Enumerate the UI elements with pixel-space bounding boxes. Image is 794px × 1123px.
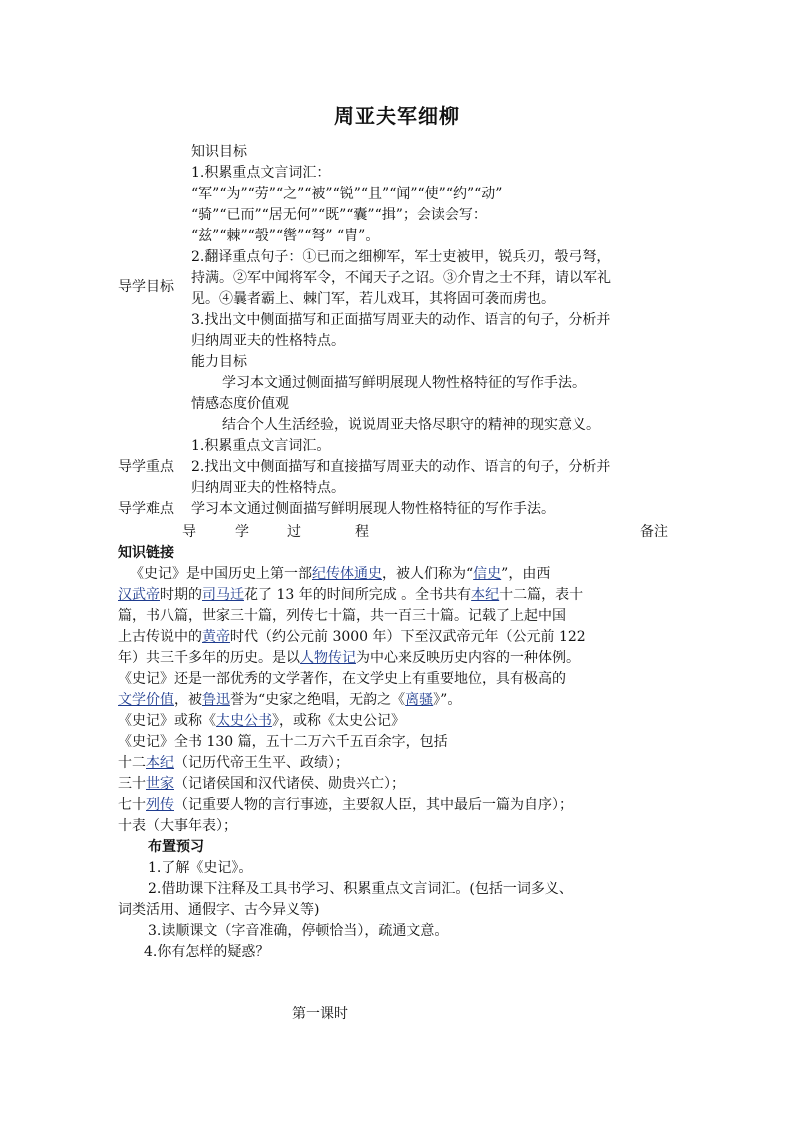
text-span: 十二篇，表十: [499, 587, 584, 603]
link-hanwudi[interactable]: 汉武帝: [118, 587, 160, 603]
text-span: ，被人们称为“: [382, 566, 474, 582]
link-shijia[interactable]: 世家: [146, 776, 174, 792]
goal-item-1-line3: “兹”“棘”“彀”“辔”“弩” “胄”。: [191, 228, 380, 244]
guide-goals-label: 导学目标: [118, 279, 174, 295]
link-wenxue-jiazhi[interactable]: 文学价值: [118, 692, 174, 708]
link-renwu-zhuanji[interactable]: 人物传记: [300, 650, 356, 666]
text-span: 时期的: [160, 587, 202, 603]
text-span: ”，由西: [501, 566, 551, 582]
ability-goal-heading: 能力目标: [191, 354, 247, 370]
knowledge-link-heading: 知识链接: [118, 545, 174, 561]
goal-item-3-line2: 归纳周亚夫的性格特点。: [191, 333, 345, 349]
knowledge-goal-heading: 知识目标: [191, 144, 247, 160]
keypoint-line2: 2.找出文中侧面描写和直接描写周亚夫的动作、语言的句子，分析并: [191, 459, 611, 475]
link-liezhuan[interactable]: 列传: [146, 797, 174, 813]
knowledge-line-13: 十表（大事年表）；: [118, 818, 237, 834]
goal-item-3-line1: 3.找出文中侧面描写和正面描写周亚夫的动作、语言的句子，分析并: [191, 312, 611, 328]
process-header-char-3: 过: [287, 524, 301, 540]
goal-item-1-line2: “骑”“已而”“居无何”“既”“囊”“揖”；会读会写：: [191, 207, 487, 223]
text-span: 为中心来反映历史内容的一种体例。: [356, 650, 580, 666]
link-simaqian[interactable]: 司马迁: [202, 587, 244, 603]
text-span: ，被: [174, 692, 202, 708]
goal-item-2-line1: 2.翻译重点句子：①已而之细柳军，军士吏被甲，锐兵刃，彀弓弩，: [191, 249, 611, 265]
text-span: 》，或称《太史公记》: [272, 713, 405, 729]
notes-column-header: 备注: [640, 524, 668, 540]
preview-heading: 布置预习: [148, 839, 204, 855]
knowledge-line-5: [118, 648, 580, 669]
link-lisao[interactable]: 离骚: [405, 692, 434, 708]
link-taishigongshu[interactable]: 太史公书: [216, 713, 272, 729]
text-span: 十二: [118, 755, 146, 771]
text-span: 誉为“史家之绝唱，无韵之《: [230, 692, 406, 708]
text-span: 《史记》是中国历史上第一部: [130, 566, 312, 582]
text-span: 》”。: [433, 692, 462, 708]
goal-item-1-line1: “军”“为”“劳”“之”“被”“锐”“且”“闻”“使”“约”“动”: [191, 186, 503, 202]
lesson-label: 第一课时: [292, 1006, 348, 1022]
knowledge-line-2: [118, 585, 583, 606]
knowledge-line-8: [118, 711, 405, 732]
preview-item-2-line2: 词类活用、通假字、古今异义等): [118, 902, 320, 918]
guide-difficulty-label: 导学难点: [118, 501, 174, 517]
process-header-char-1: 导: [182, 524, 196, 540]
goal-item-1-title: 1.积累重点文言词汇：: [191, 165, 331, 181]
knowledge-line-6: 《史记》还是一部优秀的文学著作，在文学史上有重要地位，具有极高的: [118, 671, 566, 687]
process-header-char-4: 程: [355, 524, 369, 540]
emotion-goal-text: 结合个人生活经验，说说周亚夫恪尽职守的精神的现实意义。: [222, 417, 600, 433]
text-span: （记诸侯国和汉代诸侯、勋贵兴亡）；: [174, 776, 405, 792]
preview-item-1: 1.了解《史记》。: [148, 860, 253, 876]
text-span: 花了 13 年的时间所完成 。全书共有: [244, 587, 472, 603]
difficulty-text: 学习本文通过侧面描写鲜明展现人物性格特征的写作手法。: [191, 501, 555, 517]
keypoint-line3: 归纳周亚夫的性格特点。: [191, 480, 345, 496]
knowledge-line-4: [118, 627, 586, 648]
text-span: 上古传说中的: [118, 629, 202, 645]
guide-keypoints-label: 导学重点: [118, 459, 174, 475]
goal-item-2-line3: 见。④曩者霸上、棘门军，若儿戏耳，其将固可袭而虏也。: [191, 291, 555, 307]
emotion-goal-heading: 情感态度价值观: [191, 396, 289, 412]
link-benji-2[interactable]: 本纪: [146, 755, 174, 771]
knowledge-line-10: [118, 753, 349, 774]
text-span: 《史记》或称《: [118, 713, 216, 729]
knowledge-line-3: 篇，书八篇，世家三十篇，列传七十篇，共一百三十篇。记载了上起中国: [118, 608, 566, 624]
ability-goal-text: 学习本文通过侧面描写鲜明展现人物性格特征的写作手法。: [222, 375, 586, 391]
preview-item-3: 3.读顺课文（字音准确，停顿恰当），疏通文意。: [148, 923, 449, 939]
process-header-char-2: 学: [235, 524, 249, 540]
text-span: 时代（约公元前 3000 年）下至汉武帝元年（公元前 122: [230, 629, 586, 645]
knowledge-line-12: [118, 795, 573, 816]
link-jizhuanti[interactable]: 纪传体通史: [312, 566, 382, 582]
knowledge-line-7: [118, 690, 461, 711]
text-span: （记重要人物的言行事迹，主要叙人臣，其中最后一篇为自序）；: [174, 797, 573, 813]
link-xinshi[interactable]: 信史: [473, 566, 502, 582]
link-luxun[interactable]: 鲁迅: [202, 692, 230, 708]
text-span: 七十: [118, 797, 146, 813]
text-span: 年）共三千多年的历史。是以: [118, 650, 300, 666]
keypoint-line1: 1.积累重点文言词汇。: [191, 438, 331, 454]
goal-item-2-line2: 持满。②军中闻将军令，不闻天子之诏。③介胄之士不拜，请以军礼: [191, 270, 611, 286]
text-span: 三十: [118, 776, 146, 792]
knowledge-line-1: [130, 564, 550, 585]
link-benji[interactable]: 本纪: [471, 587, 500, 603]
knowledge-line-9: 《史记》全书 130 篇，五十二万六千五百余字，包括: [118, 734, 448, 750]
page-title: 周亚夫军细柳: [334, 104, 460, 128]
knowledge-line-11: [118, 774, 405, 795]
text-span: （记历代帝王生平、政绩）；: [174, 755, 349, 771]
preview-item-4: 4.你有怎样的疑惑？: [144, 944, 270, 960]
preview-item-2-line1: 2.借助课下注释及工具书学习、积累重点文言词汇。(包括一词多义、: [148, 881, 573, 897]
link-huangdi[interactable]: 黄帝: [202, 629, 230, 645]
